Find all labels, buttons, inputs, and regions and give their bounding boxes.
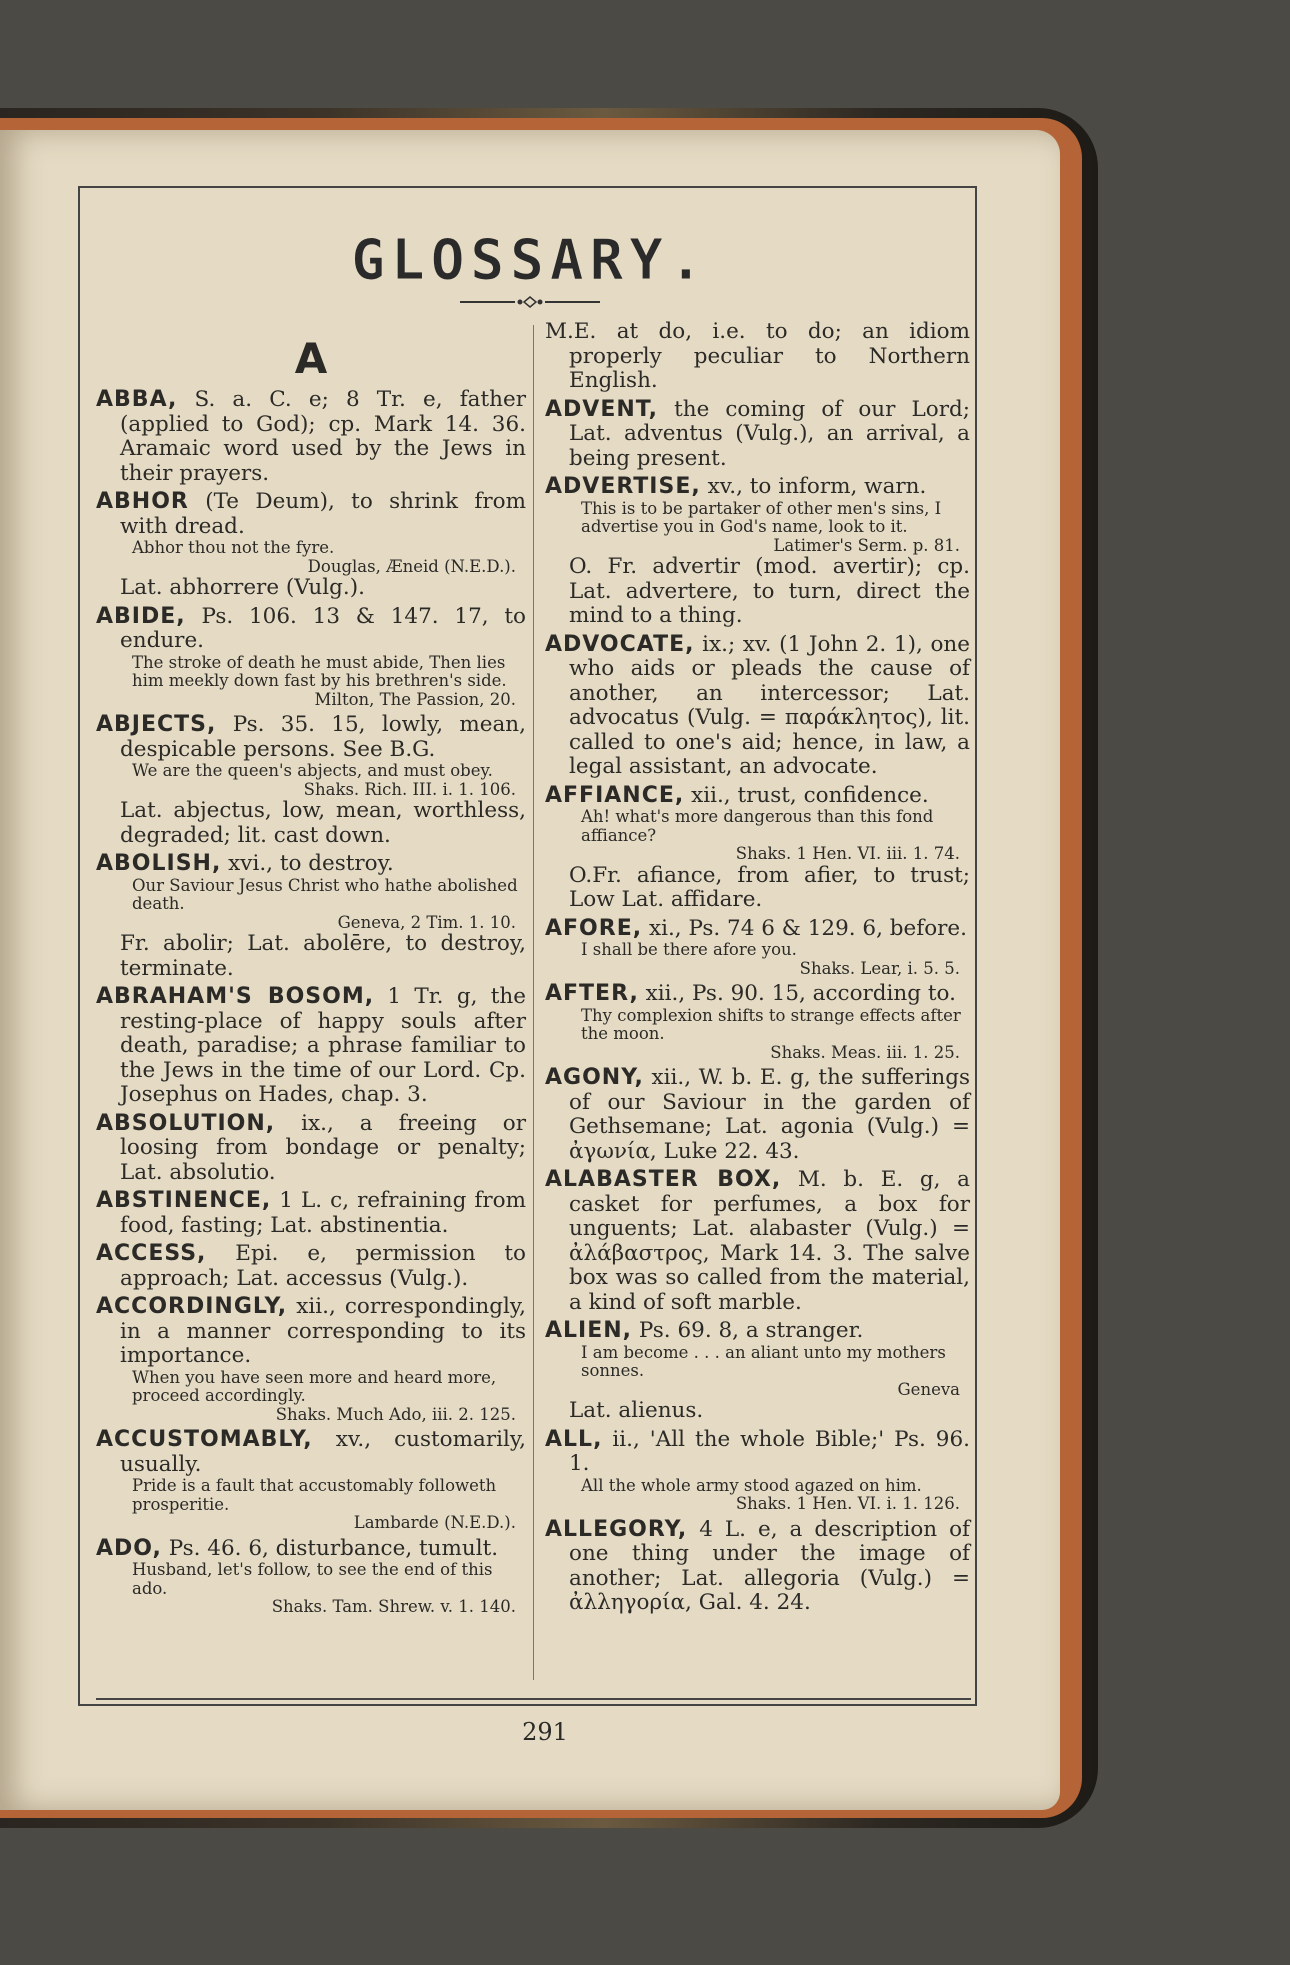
entry-definition xyxy=(96,490,526,539)
right-column xyxy=(545,320,970,1620)
entry-headword: ALL, xyxy=(545,1426,603,1452)
glossary-entry xyxy=(545,1428,970,1514)
entry-headword: ABIDE, xyxy=(96,603,186,629)
entry-text: ix.; xv. (1 John 2. 1), one who aids or pleads the cause of another, an intercessor; Lat. advocatus (Vulg. = παράκλητος), lit. called to one's aid; hence, in law, a legal assistant, an advocate. xyxy=(569,631,970,779)
entry-quote-source: Shaks. Much Ado, iii. 2. 125. xyxy=(275,1404,516,1424)
entry-quote-source: Douglas, Æneid (N.E.D.). xyxy=(307,556,516,576)
entry-headword: ABSTINENCE, xyxy=(96,1188,272,1213)
entry-definition xyxy=(545,784,970,809)
glossary-entry xyxy=(545,633,970,780)
entry-quotation: Husband, let's follow, to see the end of this ado. xyxy=(132,1560,493,1598)
entry-text: Ps. 69. 8, a stranger. xyxy=(638,1318,864,1343)
glossary-entry xyxy=(96,490,526,601)
entry-headword: ABBA, xyxy=(96,387,178,412)
glossary-entry xyxy=(96,388,526,486)
glossary-entry xyxy=(96,713,526,848)
entry-quotation: Pride is a fault that accustomably followeth prosperitie. xyxy=(132,1476,497,1514)
entry-text: ii., 'All the whole Bible;' Ps. 96. 1. xyxy=(569,1426,970,1476)
entry-headword: ABHOR xyxy=(96,489,189,514)
glossary-entry xyxy=(545,398,970,472)
section-letter: A xyxy=(294,334,328,383)
entry-definition xyxy=(545,320,970,394)
glossary-entry xyxy=(545,1168,970,1315)
glossary-entry xyxy=(545,1319,970,1424)
entry-definition xyxy=(545,1518,970,1616)
entry-quote-source: Geneva, 2 Tim. 1. 10. xyxy=(337,912,516,932)
entry-etymology: Lat. alienus. xyxy=(569,1398,704,1423)
entry-definition xyxy=(545,1168,970,1315)
entry-quote-source: Shaks. Lear, i. 5. 5. xyxy=(799,958,960,978)
entry-text: xii., Ps. 90. 15, according to. xyxy=(645,981,956,1006)
entry-quote-source: Geneva xyxy=(897,1379,960,1399)
entry-definition xyxy=(545,982,970,1007)
entry-definition xyxy=(545,398,970,472)
entry-quotation: Thy complexion shifts to strange effects after the moon. xyxy=(581,1005,961,1043)
glossary-entry xyxy=(545,475,970,629)
entry-text: xv., customarily, usually. xyxy=(120,1427,526,1477)
entry-headword: ALLEGORY, xyxy=(545,1516,688,1542)
entry-headword: ADO, xyxy=(96,1535,162,1561)
glossary-entry xyxy=(545,917,970,979)
entry-quotation: We are the queen's abjects, and must obey. xyxy=(132,761,493,780)
entry-text: xii., correspondingly, in a manner corresponding to its importance. xyxy=(120,1294,526,1368)
entry-definition xyxy=(545,475,970,500)
page-title: GLOSSARY. xyxy=(351,228,709,293)
glossary-entry xyxy=(96,1295,526,1424)
entry-text: 4 L. e, a description of one thing under the image of another; Lat. allegoria (Vulg.) = ἀλληγορία, Gal. 4. 24. xyxy=(569,1516,970,1615)
entry-headword: ADVERTISE, xyxy=(545,474,701,499)
entry-quote-source: Milton, The Passion, 20. xyxy=(314,689,516,709)
entry-quote-source: Shaks. Rich. III. i. 1. 106. xyxy=(303,779,516,799)
entry-text: M. b. E. g, a casket for perfumes, a box for unguents; Lat. alabaster (Vulg.) = ἀλάβαστρος, Mark 14. 3. The salve box was so called from the material, a kind of soft marble. xyxy=(569,1167,970,1315)
glossary-entry xyxy=(96,852,526,981)
entry-quotation: I am become . . . an aliant unto my mothers sonnes. xyxy=(581,1342,946,1380)
entry-definition xyxy=(545,1428,970,1477)
entry-quote-source: Shaks. Meas. iii. 1. 25. xyxy=(770,1042,960,1062)
footer-rule xyxy=(96,1698,971,1700)
entry-quote-source: Lambarde (N.E.D.). xyxy=(353,1513,516,1532)
entry-definition xyxy=(96,605,526,654)
page-number: 291 xyxy=(522,1718,568,1746)
entry-quote-source: Latimer's Serm. p. 81. xyxy=(773,535,960,555)
entry-definition xyxy=(545,633,970,780)
entry-text: xii., W. b. E. g, the sufferings of our Saviour in the garden of Gethsemane; Lat. agonia (Vulg.) = ἀγωνία, Luke 22. 43. xyxy=(569,1065,970,1164)
entry-etymology: Lat. abhorrere (Vulg.). xyxy=(120,575,365,600)
entry-text: ix., a freeing or loosing from bondage or penalty; Lat. absolutio. xyxy=(120,1110,526,1185)
entry-headword: ACCORDINGLY, xyxy=(96,1294,288,1319)
glossary-entry xyxy=(96,1242,526,1291)
entry-etymology: Lat. abjectus, low, mean, worthless, degraded; lit. cast down. xyxy=(120,798,526,848)
entry-quote-source: Shaks. 1 Hen. VI. i. 1. 126. xyxy=(735,1494,960,1513)
entry-text: (Te Deum), to shrink from with dread. xyxy=(120,489,526,539)
entry-definition xyxy=(96,1242,526,1291)
entry-headword: ABJECTS, xyxy=(96,712,217,737)
entry-headword: ACCUSTOMABLY, xyxy=(96,1427,313,1452)
entry-definition xyxy=(96,1112,526,1186)
entry-text: xi., Ps. 74 6 & 129. 6, before. xyxy=(648,915,967,941)
entry-headword: ABSOLUTION, xyxy=(96,1110,276,1136)
entry-headword: AGONY, xyxy=(545,1065,644,1090)
entry-quotation: The stroke of death he must abide, Then lies him meekly down fast by his brethren's side. xyxy=(132,652,507,690)
entry-quotation: I shall be there afore you. xyxy=(581,940,797,959)
glossary-entry xyxy=(96,1189,526,1238)
entry-text: xv., to inform, warn. xyxy=(707,474,927,499)
entry-text: Ps. 46. 6, disturbance, tumult. xyxy=(168,1535,499,1561)
entry-text: Ps. 35. 15, lowly, mean, despicable persons. See B.G. xyxy=(120,712,526,762)
entry-quotation: This is to be partaker of other men's sins, I advertise you in God's name, look to it. xyxy=(581,498,942,536)
glossary-entry xyxy=(545,1518,970,1616)
entry-text: xvi., to destroy. xyxy=(228,851,394,876)
entry-text: 1 L. c, refraining from food, fasting; Lat. abstinentia. xyxy=(120,1188,526,1238)
entry-headword: ADVENT, xyxy=(545,396,658,422)
glossary-entry xyxy=(96,1428,526,1533)
glossary-entry xyxy=(545,320,970,394)
entry-definition xyxy=(96,852,526,877)
entry-text: Epi. e, permission to approach; Lat. accessus (Vulg.). xyxy=(120,1241,526,1291)
entry-definition xyxy=(96,1537,526,1562)
entry-definition xyxy=(96,985,526,1108)
entry-headword: AFORE, xyxy=(545,915,643,941)
glossary-entry xyxy=(545,784,970,913)
entry-etymology: Fr. abolir; Lat. abolēre, to destroy, terminate. xyxy=(120,931,526,981)
glossary-entry xyxy=(96,1537,526,1617)
entry-etymology: O.Fr. afiance, from afier, to trust; Low Lat. affidare. xyxy=(569,862,970,912)
entry-text: S. a. C. e; 8 Tr. e, father (applied to God); cp. Mark 14. 36. Aramaic word used by the Jews in their prayers. xyxy=(120,387,526,486)
entry-headword: ACCESS, xyxy=(96,1241,207,1266)
entry-headword: AFFIANCE, xyxy=(545,782,685,808)
entry-etymology: O. Fr. advertir (mod. avertir); cp. Lat. advertere, to turn, direct the mind to a thing. xyxy=(569,554,970,628)
entry-headword: ADVOCATE, xyxy=(545,631,695,657)
entry-definition xyxy=(545,1066,970,1164)
entry-definition xyxy=(96,1428,526,1477)
glossary-entry xyxy=(96,605,526,710)
entry-definition xyxy=(545,917,970,942)
left-column xyxy=(96,388,526,1621)
entry-quote-source: Shaks. Tam. Shrew. v. 1. 140. xyxy=(271,1597,516,1616)
entry-definition xyxy=(96,1189,526,1238)
entry-text: Ps. 106. 13 & 147. 17, to endure. xyxy=(120,603,526,653)
entry-headword: ALABASTER BOX, xyxy=(545,1167,782,1192)
entry-quotation: Ah! what's more dangerous than this fond affiance? xyxy=(581,807,934,845)
entry-quotation: When you have seen more and heard more, proceed accordingly. xyxy=(132,1367,497,1405)
glossary-entry xyxy=(96,1112,526,1186)
entry-definition xyxy=(96,713,526,762)
entry-text: xii., trust, confidence. xyxy=(691,782,929,808)
glossary-entry xyxy=(545,1066,970,1164)
entry-definition xyxy=(96,388,526,486)
entry-headword: ABRAHAM'S BOSOM, xyxy=(96,984,375,1009)
entry-text: 1 Tr. g, the resting-place of happy souls after death, paradise; a phrase familiar to the Jews in the time of our Lord. Cp. Josephus on Hades, chap. 3. xyxy=(120,984,526,1107)
ornament-divider xyxy=(460,292,600,312)
entry-quote-source: Shaks. 1 Hen. VI. iii. 1. 74. xyxy=(735,844,960,863)
entry-headword: AFTER, xyxy=(545,981,639,1006)
entry-headword: ALIEN, xyxy=(545,1318,633,1343)
entry-text: M.E. at do, i.e. to do; an idiom properly peculiar to Northern English. xyxy=(545,319,970,393)
entry-text: the coming of our Lord; Lat. adventus (Vulg.), an arrival, a being present. xyxy=(569,396,970,471)
entry-definition xyxy=(96,1295,526,1369)
glossary-entry xyxy=(545,982,970,1062)
entry-definition xyxy=(545,1319,970,1344)
column-rule xyxy=(533,325,534,1680)
glossary-entry xyxy=(96,985,526,1108)
entry-quotation: Our Saviour Jesus Christ who hathe abolished death. xyxy=(132,875,518,913)
entry-quotation: Abhor thou not the fyre. xyxy=(132,538,335,557)
entry-quotation: All the whole army stood agazed on him. xyxy=(581,1475,922,1495)
entry-headword: ABOLISH, xyxy=(96,851,222,876)
